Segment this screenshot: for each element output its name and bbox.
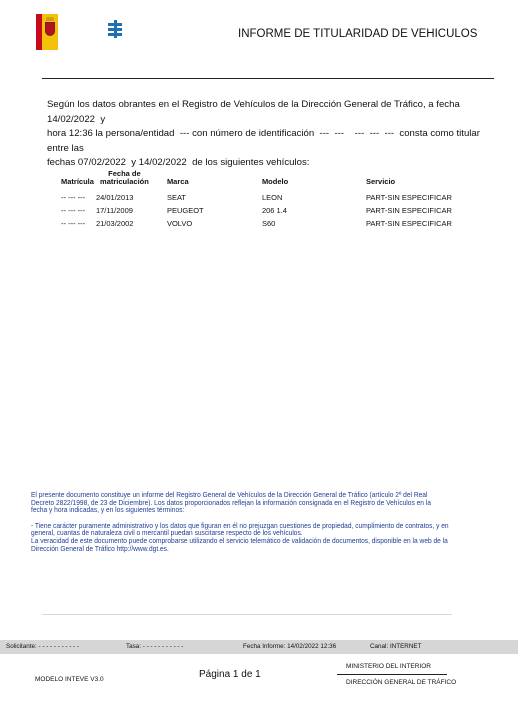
column-header-matricula: Matrícula	[61, 177, 94, 186]
cell-servicio: PART-SIN ESPECIFICAR	[365, 219, 452, 228]
dgt-road-icon	[106, 20, 124, 38]
legal-notice	[31, 491, 449, 560]
cell-fecha: 24/01/2013	[95, 193, 134, 202]
cell-fecha: 21/03/2002	[95, 219, 134, 228]
column-header-marca: Marca	[166, 177, 189, 186]
intro-paragraph	[47, 98, 487, 171]
cell-marca: SEAT	[166, 193, 186, 202]
column-header-fecha-line2: matriculación	[100, 177, 149, 186]
cell-marca: VOLVO	[166, 219, 193, 228]
report-info-bar	[0, 640, 518, 654]
table-row	[50, 217, 486, 230]
header-divider	[42, 78, 494, 79]
document-header	[0, 0, 518, 60]
page-number: Página 1 de 1	[199, 669, 261, 680]
column-header-servicio: Servicio	[365, 177, 396, 186]
table-header-row	[50, 170, 486, 191]
cell-marca: PEUGEOT	[166, 206, 204, 215]
cell-matricula: -- --- ---	[61, 206, 86, 215]
cell-modelo: S60	[261, 219, 276, 228]
tasa-field: Tasa: - - - - - - - - - - -	[126, 643, 184, 650]
notice-paragraph-1: El presente documento constituye un informe del Registro General de Vehículos de la Dirección General de Tráfico (artículo 2º del Real Decreto 2822/1998, de 23 de Diciembre). Los datos proporcionados reflejan la información consignada en el Registro de Vehículos en la fecha y hora indicadas, y en los siguientes términos:	[31, 490, 431, 515]
solicitante-field: Solicitante: - - - - - - - - - - -	[6, 643, 80, 650]
cell-servicio: PART-SIN ESPECIFICAR	[365, 206, 452, 215]
intro-line-2: hora 12:36 la persona/entidad --- con número de identificación --- --- --- --- --- consta como titular entre las	[47, 128, 483, 154]
footer-ministerio: MINISTERIO DEL INTERIOR	[346, 663, 431, 670]
model-version: MODELO INTEVE V3.0	[35, 676, 104, 683]
vehicles-table	[50, 170, 486, 230]
column-header-fecha	[94, 170, 167, 191]
table-row	[50, 204, 486, 217]
spain-coat-of-arms-icon	[36, 14, 58, 50]
ministerio-interior-logo	[36, 14, 98, 50]
footer-signature-divider	[337, 674, 447, 675]
cell-servicio: PART-SIN ESPECIFICAR	[365, 193, 452, 202]
page-title: INFORME DE TITULARIDAD DE VEHICULOS	[238, 28, 478, 40]
footer-direccion: DIRECCIÓN GENERAL DE TRÁFICO	[346, 679, 457, 686]
notice-paragraph-3: La veracidad de este documento puede comprobarse utilizando el servicio telemático de validación de documentos, disponible en la web de la Dirección General de Tráfico http://www.dgt.es.	[31, 535, 448, 553]
fecha-informe-field: Fecha Informe: 14/02/2022 12:36	[243, 643, 337, 650]
notice-paragraph-2: - Tiene carácter puramente administrativo y los datos que figuran en él no prejuzgan cuestiones de propiedad, cumplimiento de contratos, y en general, cuantas de naturaleza civil o mercantil puedan suscitarse respecto de los vehículos.	[31, 520, 449, 538]
cell-matricula: -- --- ---	[61, 193, 86, 202]
column-header-fecha-line1: Fecha de	[108, 169, 141, 178]
cell-modelo: LEON	[261, 193, 283, 202]
canal-field: Canal: INTERNET	[370, 643, 422, 650]
cell-fecha: 17/11/2009	[95, 206, 133, 215]
intro-line-3: fechas 07/02/2022 y 14/02/2022 de los siguientes vehículos:	[47, 157, 310, 168]
cell-modelo: 206 1.4	[261, 206, 287, 215]
cell-matricula: -- --- ---	[61, 219, 86, 228]
table-row	[50, 191, 486, 204]
column-header-modelo: Modelo	[261, 177, 289, 186]
intro-line-1: Según los datos obrantes en el Registro de Vehículos de la Dirección General de Tráfico, a fecha 14/02/2022 y	[47, 99, 463, 125]
dgt-logo	[106, 14, 162, 50]
footer-divider	[42, 614, 452, 615]
